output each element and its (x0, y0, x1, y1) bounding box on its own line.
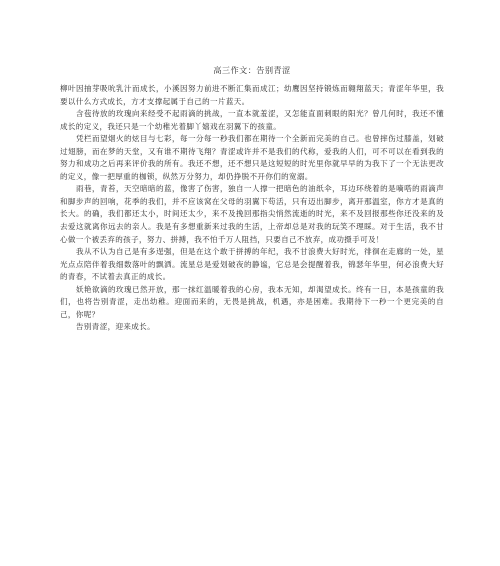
paragraph-1: 柳叶因抽芽吸吮乳汁而成长，小溪因努力前进不断汇集而成江；幼鹰因坚持锻炼而翱翔蓝天；青涩年华里，我要以什么方式成长，方才支撑起属于自己的一片蓝天。 (60, 84, 444, 106)
paragraph-3: 凭栏而望烟火的炫目与七彩，每一分每一秒我们都在期待一个全新而完美的自己。也曾摔伤过膝盖，划破过翅膀，而在梦的天堂，又有谁不期待飞翔？青涩或许并不是我们的代称，爱我的人们，可不可以在看到我的努力和成功之后再来评价我的所有。我还不想，还不想只是这短短的时光里你就早早的为我下了一个无法更改的定义，像一把厚重的枷锁，纵然万分努力，却仍挣脱不开你们的宽溺。 (60, 134, 444, 181)
document-title: 高三作文：告别青涩 (213, 65, 291, 75)
paragraph-2: 含苞待放的玫瑰向来经受不起雨滴的挑战，一直本就羞涩，又怎能直面刺眼的阳光？曾几何时，我还不懂成长的定义，我还只是一个幼稚光着脚丫嬉戏在羽翼下的孩童。 (60, 109, 444, 131)
paragraph-6: 妖艳欲滴的玫瑰已然开放，那一抹红温暖着我的心房，我本无知，却渴望成长。终有一日，本是孩童的我们，也将告别青涩，走出幼稚。迎面而来的，无畏是挑战，机遇，亦是困难。我期待下一秒一个更完美的自己，你呢？ (60, 284, 444, 319)
paragraph-5: 我从不认为自己是有多逞强，但是在这个敢于拼搏的年纪，我不甘浪费大好时光，徘徊在走廊的一处，星光点点陪伴着我细数落叶的飘洒。流星总是爱划破夜的静谧，它总是会提醒着我，锦瑟年华里，何必浪费大好的青春，不试着去真正的成长。 (60, 247, 444, 282)
paragraph-7: 告别青涩，迎来成长。 (76, 322, 155, 332)
document-page (60, 64, 444, 334)
paragraph-4: 雨巷，青苔，天空暗暗的蓝，像害了伤害，独自一人撑一把暗色的油纸伞，耳边环绕着的是嘀嗒的雨滴声和脚步声的回响，花季的我们，并不应该窝在父母的羽翼下苟活，只有迈出脚步，离开那温室，你方才是真的长大。的确，我们都还太小，时间还太少，来不及挽回那指尖悄然流逝的时光，来不及回报那些你还没来的及去爱这就离你远去的亲人。我是有多想重新来过我的生活，上帝却总是对我的玩笑不理睬。对于生活，我不甘心做一个被丢弃的孩子，努力、拼搏，我不怕千万人阻挡，只要自己不放弃，成功摄手可及！ (60, 184, 444, 244)
